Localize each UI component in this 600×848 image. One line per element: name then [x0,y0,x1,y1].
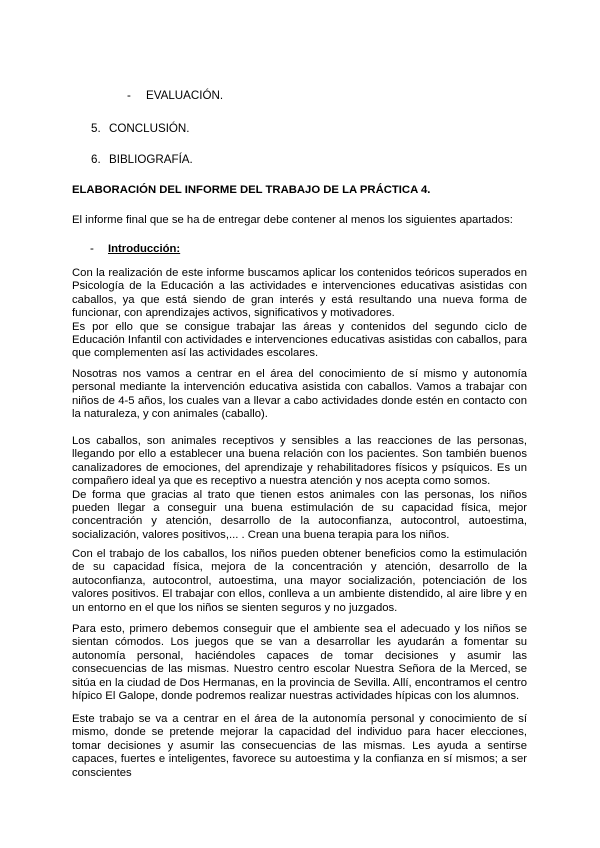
paragraph-4 [72,548,527,615]
paragraph-2 [72,368,527,422]
list-item-5-label: CONCLUSIÓN. [109,122,190,135]
subheading-introduccion: Introducción: [108,243,181,255]
evaluacion-label: EVALUACIÓN. [146,89,224,102]
paragraph-text: Con la realización de este informe buscamos aplicar los contenidos teóricos superados en Psicología de la Educación a las actividades e intervenciones educativas asistidas con caballos, ya que está siendo de gran interés y está resultando una nueva forma de funcionar, con aprendizajes activos, significativos y motivadores. [72,267,527,320]
list-item-5-number: 5. [91,122,101,135]
subheading-bullet: - [90,242,94,255]
paragraph-text: Con el trabajo de los caballos, los niños pueden obtener beneficios como la estimulación de su capacidad física, mejora de la concentración y atención, desarrollo de la autoconfianza, autocontrol, autoestima, una mayor socialización, potenciación de los valores positivos. El trabajar con ellos, conlleva a un ambiente distendido, al aire libre y en un entorno en el que los niños se sienten seguros y no juzgados. [72,548,527,614]
list-item-6-number: 6. [91,153,101,166]
paragraph-5 [72,623,527,703]
paragraph-6 [72,713,527,780]
intro-sentence: El informe final que se ha de entregar debe contener al menos los siguientes apartados: [72,214,513,226]
paragraph-1 [72,267,527,361]
paragraph-text: Los caballos, son animales receptivos y sensibles a las reacciones de las personas, llegando por ello a establecer una buena relación con los pacientes. Son también buenos canalizadores de emociones, del aprendizaje y rehabilitadores físicos y psíquicos. Es un compañero ideal ya que es receptivo a nuestra atención y nos acepta como somos. [72,435,527,488]
evaluacion-bullet: - [127,89,131,102]
paragraph-3 [72,435,527,542]
paragraph-text: Este trabajo se va a centrar en el área de la autonomía personal y conocimiento de sí mismo, donde se pretende mejorar la capacidad del individuo para hacer elecciones, tomar decisiones y asumir las consecuencias de las mismas. Les ayuda a sentirse capaces, fuertes e inteligentes, favorece su autoestima y la confianza en sí mismos; a ser conscientes [72,713,527,779]
paragraph-text: Nosotras nos vamos a centrar en el área del conocimiento de sí mismo y autonomía personal mediante la intervención educativa asistida con caballos. Vamos a trabajar con niños de 4-5 años, los cuales van a llevar a cabo actividades donde estén en contacto con la naturaleza, y con animales (caballo). [72,368,527,421]
paragraph-text: De forma que gracias al trato que tienen estos animales con las personas, los niños pueden llegar a conseguir una buena estimulación de su capacidad física, mejor concentración y atención, desarrollo de la autoconfianza, autocontrol, autoestima, socialización, valores positivos,... . Crean una buena terapia para los niños. [72,488,527,541]
paragraph-text: Es por ello que se consigue trabajar las áreas y contenidos del segundo ciclo de Educación Infantil con actividades e intervenciones educativas asistidas con caballos, para que complementen así las actividades escolares. [72,320,527,360]
list-item-6-label: BIBLIOGRAFÍA. [109,153,193,166]
paragraph-text: Para esto, primero debemos conseguir que el ambiente sea el adecuado y los niños se sientan cómodos. Los juegos que se van a desarrollar les ayudarán a fomentar su autonomía personal, haciéndoles capaces de tomar decisiones y asumir las consecuencias de las mismas. Nuestro centro escolar Nuestra Señora de la Merced, se sitúa en la ciudad de Dos Hermanas, en la provincia de Sevilla. Allí, encontramos el centro hípico El Galope, donde podremos realizar nuestras actividades hípicas con los alumnos. [72,623,527,703]
section-heading: ELABORACIÓN DEL INFORME DEL TRABAJO DE LA PRÁCTICA 4. [72,184,431,196]
